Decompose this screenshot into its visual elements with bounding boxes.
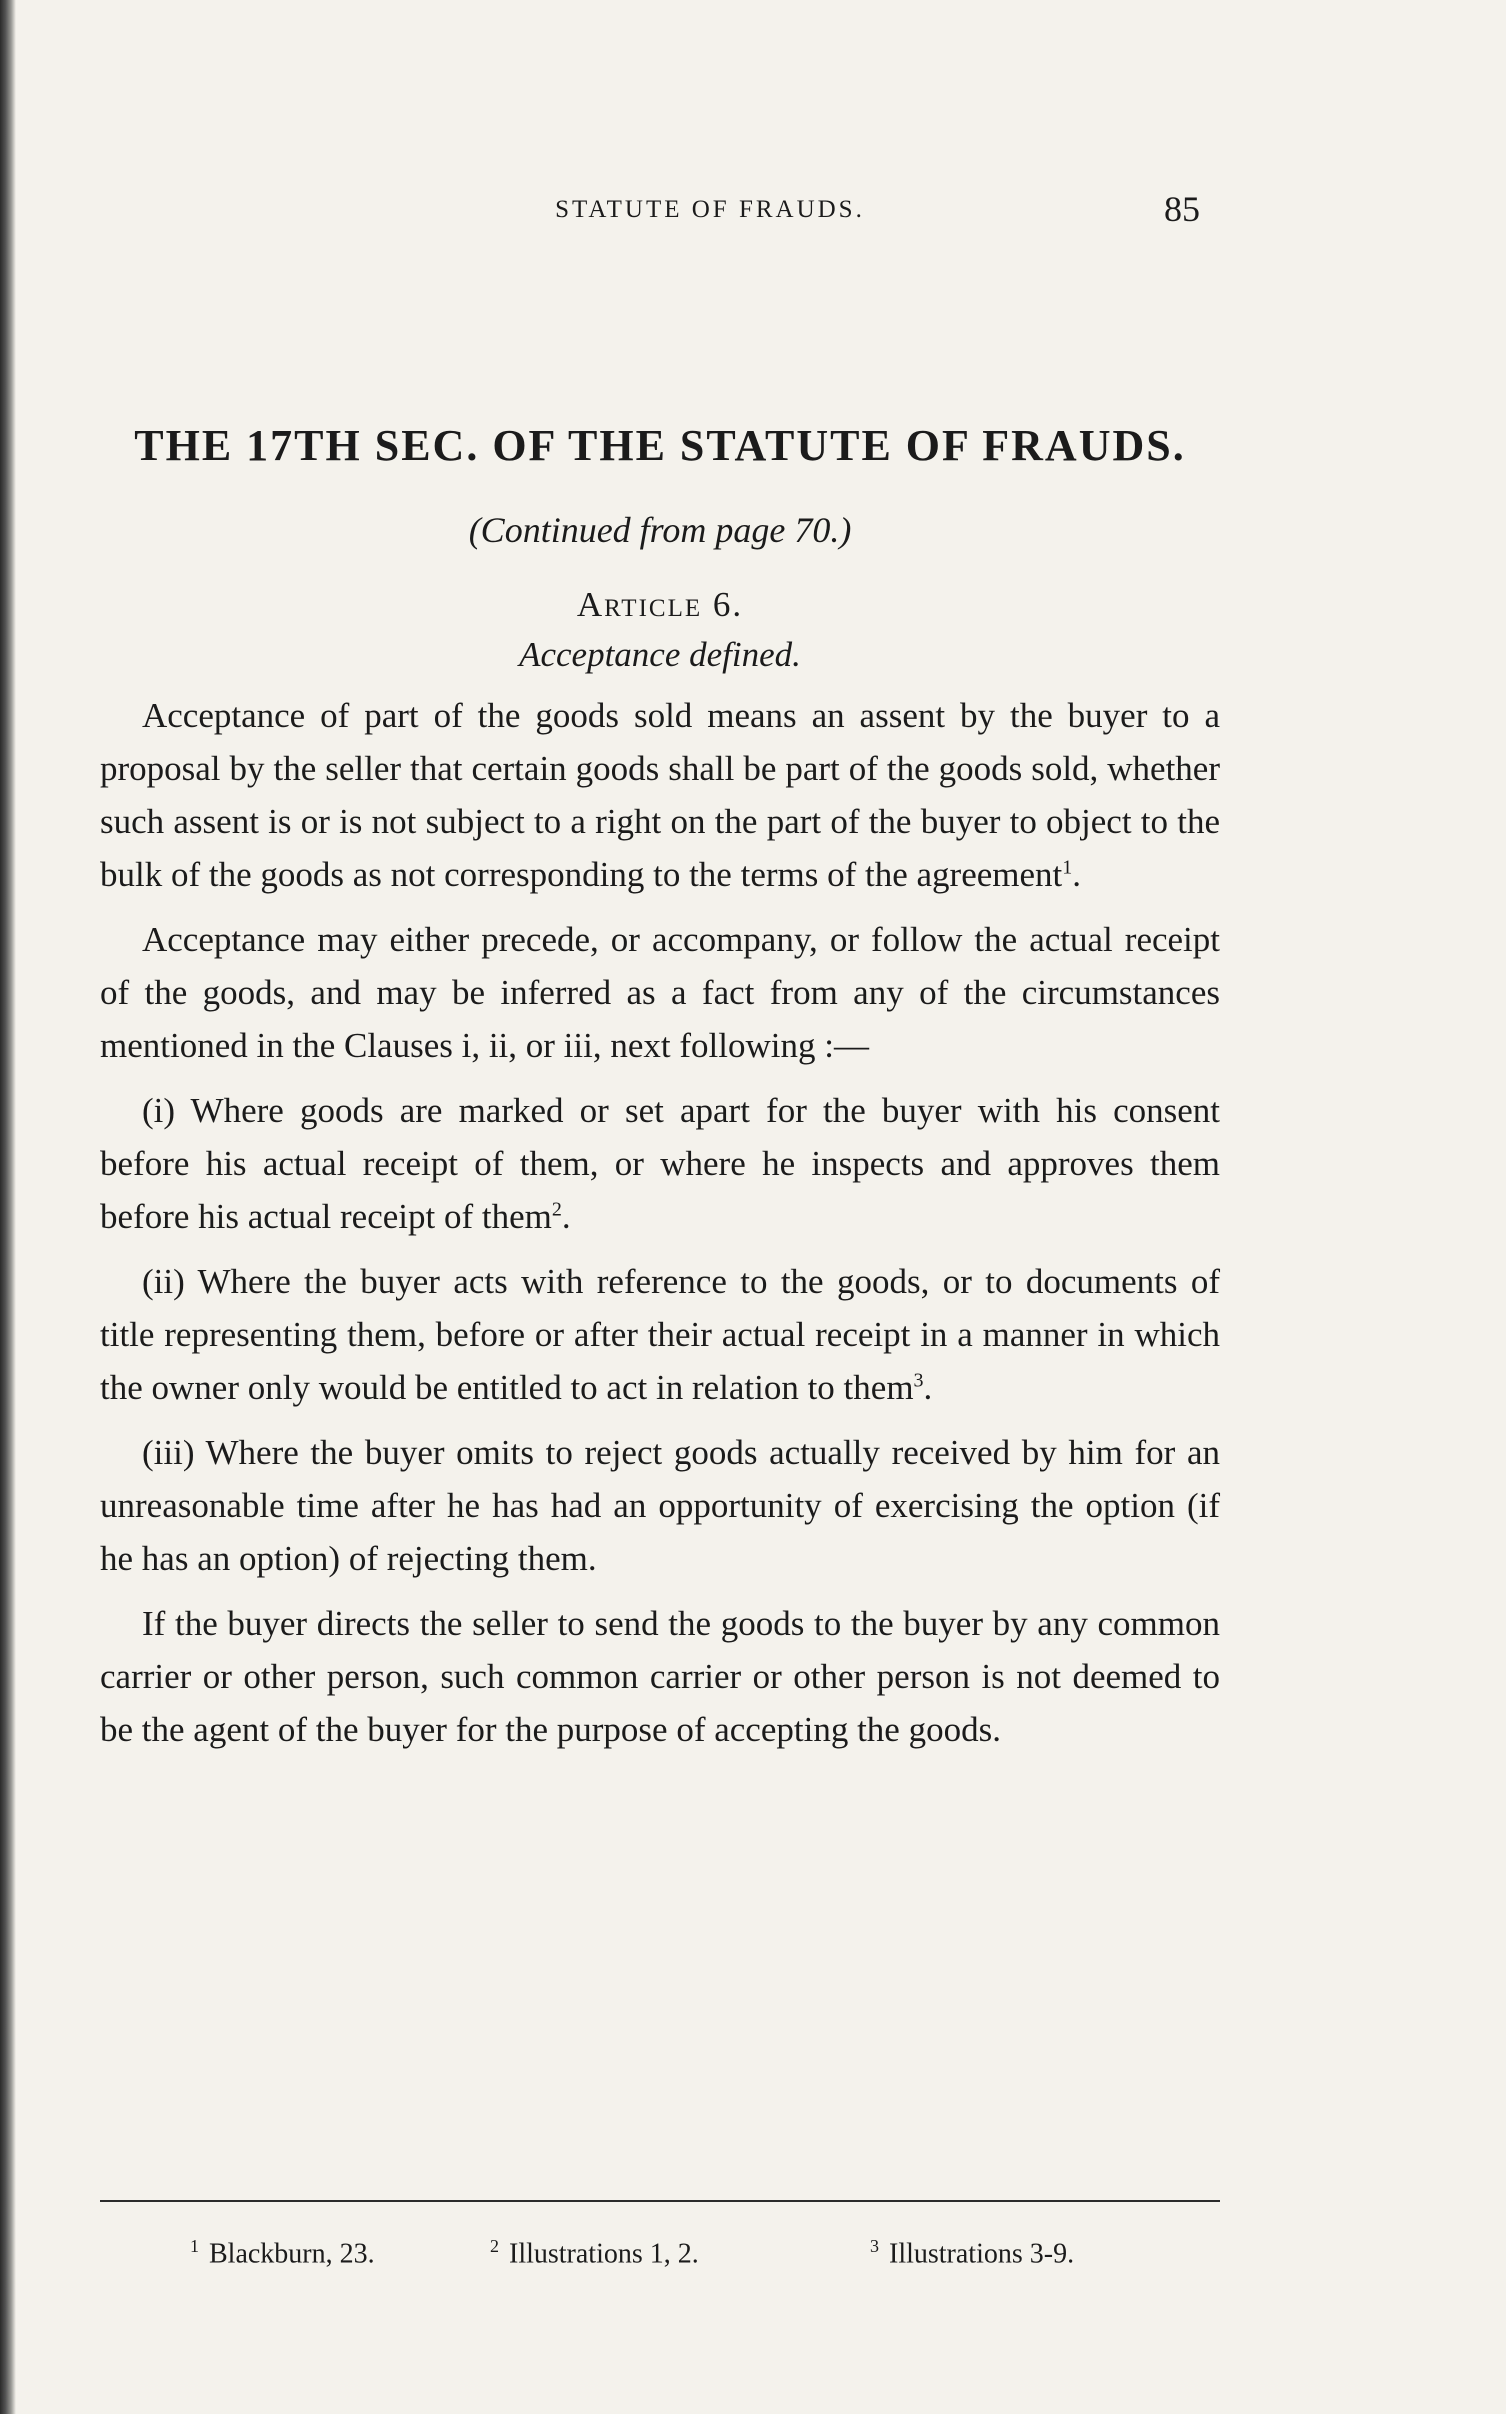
footnote-2 bbox=[490, 2236, 699, 2270]
paragraph-acceptance-definition bbox=[100, 689, 1220, 901]
book-binding-edge bbox=[0, 0, 16, 2414]
paragraph-common-carrier bbox=[100, 1597, 1220, 1756]
footnotes bbox=[190, 2236, 1190, 2276]
chapter-title: THE 17TH SEC. OF THE STATUTE OF FRAUDS. bbox=[134, 421, 1186, 470]
footnote-divider bbox=[100, 2200, 1220, 2202]
paragraph-text: If the buyer directs the seller to send the goods to the buyer by any common carrier or other person, such common carrier or other person is not deemed to be the agent of the buyer for the purpose of accepting the goods. bbox=[100, 1603, 1220, 1749]
footnote-mark: 1 bbox=[190, 2236, 199, 2256]
article-heading: Article 6. bbox=[576, 584, 744, 624]
running-head bbox=[300, 189, 1200, 236]
paragraph-text: (iii) Where the buyer omits to reject goods actually received by him for an unreasonable time after he has had an opportunity of exercising the option (if he has an option) of rejecting them. bbox=[100, 1432, 1220, 1578]
page-body bbox=[100, 420, 1220, 1756]
footnote-1 bbox=[190, 2236, 375, 2270]
paragraph-tail: . bbox=[561, 1196, 571, 1236]
footnote-text: Illustrations 3-9. bbox=[889, 2238, 1075, 2270]
footnote-reference[interactable]: 3 bbox=[913, 1369, 924, 1392]
footnote-text: Blackburn, 23. bbox=[209, 2238, 375, 2270]
continued-note: (Continued from page 70.) bbox=[468, 509, 852, 550]
page-number: 85 bbox=[1164, 189, 1200, 229]
footnote-mark: 3 bbox=[870, 2236, 879, 2256]
footnote-reference[interactable]: 2 bbox=[551, 1198, 562, 1221]
paragraph-text: Acceptance may either precede, or accompany, or follow the actual receipt of the goods, and may be inferred as a fact from any of the circumstances mentioned in the Clauses i, ii, or iii, next following :— bbox=[100, 919, 1220, 1065]
paragraph-tail: . bbox=[1072, 854, 1082, 894]
footnote-mark: 2 bbox=[490, 2236, 499, 2256]
running-head-title: STATUTE OF FRAUDS. bbox=[555, 196, 865, 223]
paragraph-clause-iii bbox=[100, 1426, 1220, 1585]
paragraph-clause-i bbox=[100, 1084, 1220, 1243]
paragraph-tail: . bbox=[923, 1367, 933, 1407]
footnote-3 bbox=[870, 2236, 1074, 2270]
paragraph-text: (i) Where goods are marked or set apart for the buyer with his consent before his actual receipt of them, or where he inspects and approves them before his actual receipt of them bbox=[100, 1090, 1220, 1236]
paragraph-text: Acceptance of part of the goods sold means an assent by the buyer to a proposal by the seller that certain goods shall be part of the goods sold, whether such assent is or is not subject to a right on the part of the buyer to object to the bulk of the goods as not corresponding to the terms of the agreement bbox=[100, 695, 1220, 894]
article-subheading: Acceptance defined. bbox=[519, 634, 801, 674]
footnote-text: Illustrations 1, 2. bbox=[509, 2238, 699, 2270]
paragraph-clause-ii bbox=[100, 1255, 1220, 1414]
footnote-reference[interactable]: 1 bbox=[1062, 856, 1073, 879]
paragraph-acceptance-timing bbox=[100, 913, 1220, 1072]
paragraph-text: (ii) Where the buyer acts with reference to the goods, or to documents of title representing them, before or after their actual receipt in a manner in which the owner only would be entitled to act in relation to them bbox=[100, 1261, 1220, 1407]
